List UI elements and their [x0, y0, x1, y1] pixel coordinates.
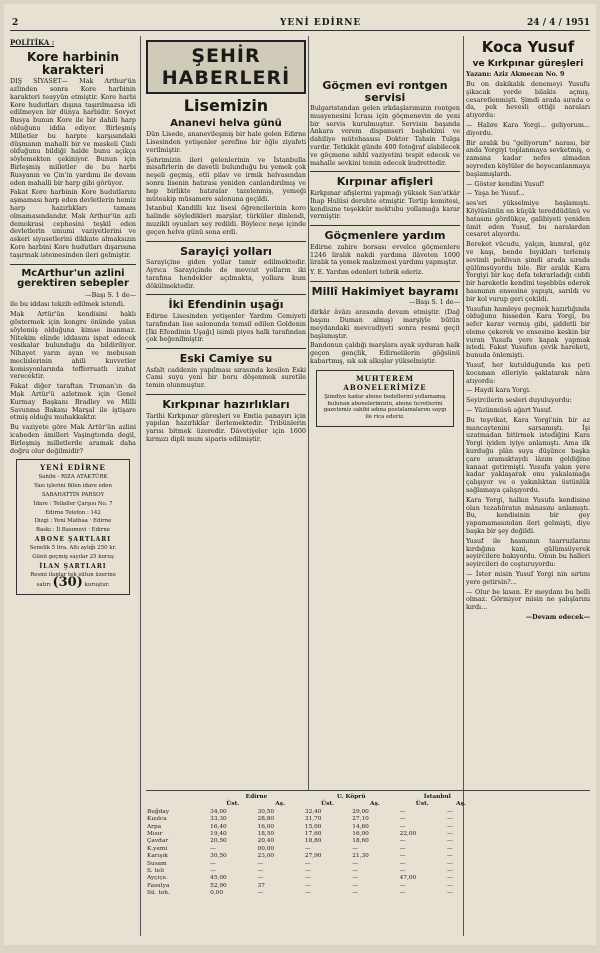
- masthead-title: YENİ EDİRNE: [40, 463, 106, 473]
- paragraph: Bir aralık bu "geliyorum" narası, bir anda Yorgiyi toplanmaya sevketmiş, o zamana kadar nefes almadan seyreden köylüler de heyecanlanmaya başlamışlardı.: [466, 138, 590, 178]
- paragraph: İstanbul Kandilli kız lisesi öğrencilerinin koro halinde söyledikleri marşlar, türküler dinlendi, muzikli oyunları sey redildi. Böylece neşe içinde geçen helva günü sona erdi.: [146, 204, 306, 236]
- price-cell: 18,60: [352, 838, 369, 845]
- price-cell: 20,40: [257, 838, 275, 845]
- headline-hakimiyet: Millî Hakimiyet bayramı: [311, 284, 459, 298]
- commodity-name: Sü. toh.: [147, 890, 170, 897]
- price-cell: —: [257, 868, 264, 875]
- price-cell: —: [447, 808, 453, 815]
- paragraph: Edirne zahire borsası evvelce göçmenlere 1246 liralık nakdi yardıma ilâveten 1000 liralık ta yemek malzemesi yardımı yapmıştır.: [310, 242, 460, 267]
- price-cell: 47,00: [399, 875, 417, 882]
- headline-iki-efendi: İki Efendinin uşağı: [168, 298, 284, 312]
- dateline: —Başı S. 1 de—: [409, 298, 460, 307]
- divider: [310, 171, 460, 172]
- price-cell: 16,00: [257, 823, 275, 830]
- commodity-name: Arpa: [147, 823, 162, 830]
- headline-sarayici: Sarayiçi yolları: [180, 244, 272, 258]
- paragraph: — Yüzünmüsü ağart Yusuf.: [466, 406, 553, 415]
- headline-afis: Kırpınar afişleri: [336, 175, 434, 189]
- price-cell: —: [257, 890, 264, 897]
- banner-spacer: [310, 36, 460, 76]
- table-subheader: Aş.: [370, 801, 380, 808]
- paragraph: Seyircilerin sesleri duyuluyordu:: [466, 396, 572, 405]
- divider: [146, 241, 306, 242]
- table-row: [146, 883, 476, 890]
- section-kicker: POLİTİKA :: [10, 38, 55, 47]
- price-cell: 18,80: [304, 838, 322, 845]
- price-cell: 52,90: [210, 882, 227, 889]
- paragraph: Yusuf ile hasmının taarruzlarını kırdığına kani, gülümsüyerek seyircilere bakıyordu. Onun bu halleri seyircileri de coşturuyordu:: [466, 536, 590, 569]
- subscription-title: ABONE ŞARTLARI: [34, 536, 112, 544]
- table-subheader: Üst.: [226, 801, 240, 808]
- table-subheader: [146, 801, 209, 808]
- commodity-name: Buğday: [147, 808, 170, 815]
- price-cell: 15,00: [304, 823, 322, 830]
- masthead-line: Yazı işlerini fiilen idare eden: [34, 483, 112, 490]
- paragraph: Bandonun çaldığı marşlara ayak uyduran halk geçen gençlik, Edirnelilerin göğsünü kabartmış, sık sık alkışlar yükselmiştir.: [310, 341, 460, 366]
- headline-gocmen-yardim: Göçmenlere yardım: [324, 229, 446, 243]
- notice-text: Şimdiye kadar abone bedellerini yollamamış bulunan abonelerimizin, abone ücretlerini gazetemiz sahibi adına postalamalarını saygı ile rica ederiz.: [323, 393, 447, 421]
- price-cell: —: [399, 838, 406, 845]
- paragraph: — Göster kendini Yusuf!: [466, 179, 545, 188]
- price-cell: —: [399, 868, 406, 875]
- price-cell: —: [304, 890, 311, 897]
- price-cell: —: [447, 868, 453, 875]
- paragraph: Bereket vücudu, yalçın, kumral, göz ve kaşı, bende bıyıkları terlemiş sevimli pehlivan şimdi arada sırada gülümsüyordu bile. Bir aralık Kara Yorgiyi bir kaç defa tekrarladığı ciddi bir hareketle kendini teşebbüs ederek hasmının ensesine yapıştı, sarıldı ve bir kol vurup geri çekildi.: [466, 240, 590, 303]
- price-cell: 23,00: [257, 853, 275, 860]
- divider: [310, 225, 460, 226]
- price-cell: —: [257, 875, 264, 882]
- subscription-line: Günü geçmiş sayılar 25 kuruş: [32, 553, 114, 560]
- table-row: [146, 868, 476, 875]
- paragraph: ses'eri yükselmiye başlamıştı. Köylüsünün en küçük tereddüdünü ve hatasını gördükçe, galibiyeti yeniden ümit eden Yusuf, bu naralardan cesaret alıyordu.: [466, 199, 590, 239]
- price-cell: 00,00: [257, 845, 275, 852]
- table-subheader: Aş.: [456, 801, 466, 808]
- commodity-name: Mısır: [147, 831, 163, 838]
- headline-korea-war: Kore harbinin karakteri: [26, 50, 120, 77]
- table-row: [146, 838, 476, 845]
- subheadline-helva: Ananevi helva günü: [170, 117, 282, 129]
- price-cell: —: [352, 875, 359, 882]
- table-subheader-row: [146, 801, 476, 808]
- masthead-line: Dizgi : Yeni Matbaa · Edirne: [34, 518, 112, 525]
- table-subheader: Üst.: [321, 801, 335, 808]
- notice-title: MUHTEREM ABONELERİMİZE: [343, 373, 427, 392]
- paragraph: dirkâr âvâzı arasında devam etmiştir. (Dağ başını Duman almış) marşiyle bütün meydandaki mevcudiyeti sonra resmi geçit başlamıştır.: [310, 308, 460, 340]
- price-cell: —: [210, 845, 216, 852]
- price-cell: —: [399, 808, 406, 815]
- commodity-name: Ayçiçe.: [147, 875, 168, 882]
- table-top-rule: [146, 790, 590, 791]
- price-cell: —: [447, 853, 453, 860]
- price-cell: 31,70: [304, 816, 322, 823]
- table-subheader: Aş.: [275, 801, 286, 808]
- paragraph: Asfalt caddenin yapılması sırasında kesilen Eski Cami suyu yeni bir boru döşenmek suretile temin olunmuştur.: [146, 365, 306, 390]
- divider: [310, 281, 460, 282]
- paragraph: Dün Lisede, ananevileşmiş bir hale gelen Edirne Lisesinden yetişenler şerefine bir öğle ziyafeti verilmiştir.: [146, 130, 306, 154]
- price-cell: —: [352, 860, 359, 867]
- paragraph: — Olur be kısan. Er meydanı bu belli olmaz. Görmiyor misin ne şalışlarını kırdı...: [466, 587, 590, 612]
- paragraph: — Habre Kara Yorgi... geliyorum... diyordu.: [466, 120, 590, 137]
- headline-eski-cami: Eski Camiye su: [179, 352, 273, 366]
- divider: [10, 264, 136, 265]
- ads-price-line: [20, 575, 126, 591]
- table-row: [146, 809, 476, 816]
- price-cell: 20,50: [210, 838, 227, 845]
- table-header: Edirne: [245, 794, 268, 800]
- grain-price-table: [146, 794, 476, 898]
- paragraph: DIŞ SİYASET— Mak Arthur'ün azlinden sonra Kore harbinin karakteri teayyün etmiştir. Kore harbi Kore hudutları dışına taşırılmazsa idi edilmeyen bir dünya harbidir. Sovyet Rusya bunun Kore ile bir dahili harp olduğunu iddia ediyor. Birleşmiş Milletler bu harpte karşısındaki düşmanın mahalli bir ve maskeli Çinli olduğunu bildiği halde bunu açıkça söylemekten çekiniyor. Bunun için Birleşmiş milletler de bu harbi Rusyanın ve Çin'in yardımı ile devam eden mahalli bir harp gibi görüyor.: [10, 77, 136, 187]
- price-cell: 45,00: [210, 875, 227, 882]
- price-cell: —: [447, 838, 453, 845]
- divider: [146, 348, 306, 349]
- story-title: Koca Yusuf: [481, 38, 575, 56]
- masthead-line: SABAHATTİN PARSOY: [41, 492, 105, 499]
- table-row: [146, 816, 476, 823]
- masthead-line: Edirne Telefon : 142: [45, 509, 101, 516]
- paragraph: Edirne Lisesinden yetişenler Yardım Cemiyeti tarafından lise salonunda temsil edilen Goldenin [İki Efendinin Uşağı] isimli piyes halk tarafından çok beğenilmiştir.: [146, 311, 306, 344]
- table-header: U. Köprü: [336, 794, 366, 800]
- divider: [146, 294, 306, 295]
- ads-price-pre: satırı: [36, 582, 51, 589]
- to-be-continued: —Devam edecek—: [525, 612, 590, 621]
- ads-price-post: kuruştur.: [84, 582, 110, 589]
- price-cell: —: [447, 875, 453, 882]
- headline-lise: Lisemizin: [183, 96, 269, 115]
- price-cell: —: [352, 868, 359, 875]
- price-cell: —: [304, 860, 311, 867]
- table-row: [146, 846, 476, 853]
- price-cell: 16,40: [210, 823, 227, 830]
- grain-price-table-wrap: [146, 794, 476, 898]
- commodity-name: K.yemi: [147, 845, 168, 852]
- newspaper-page: [4, 4, 596, 945]
- price-cell: 22,00: [399, 831, 417, 838]
- paragraph: Şehrimizin ileri gelenlerinin ve İstanbulla misafirlerin de davetli bulunduğu bu yemek çok neşeli geçmiş, etli pilav ve irmik helvasından sonra lisenin hatırası yeniden canlandırılmış ve hep birlikte hatıralar tazelenmiş, yemeği müteakip müsamere salonuna geçildi.: [146, 155, 306, 203]
- story-byline: Yazanı: Aziz Akmecan No. 9: [466, 70, 565, 79]
- commodity-name: Kızılca: [147, 816, 167, 823]
- price-cell: 32,40: [304, 808, 322, 815]
- dateline: —Başı S. 1 de—: [85, 290, 136, 299]
- paragraph: Tarihi Kırkpınar güreşleri ve Emtia panayırı için yapılan hazırlıklar ilerlemektedir. Tribünlerin yarısı bitmek üzeredir. Dâvetiyeler için 1600 kırmızı dipli mum siparis edilmiştir.: [146, 411, 306, 443]
- price-cell: —: [210, 860, 216, 867]
- masthead-box: [16, 459, 130, 595]
- paragraph: Yusuf, her kutulduğunda kıs peti kocaman elleriyle şaklatarak nâra atıyordu:: [466, 361, 590, 385]
- table-row: [146, 831, 476, 838]
- divider: [146, 394, 306, 395]
- column-serial-story: [466, 36, 590, 941]
- table-row: [146, 853, 476, 860]
- price-cell: —: [447, 890, 453, 897]
- price-cell: —: [304, 882, 311, 889]
- newspaper-name: YENİ EDİRNE: [280, 18, 362, 28]
- paragraph: Yusufun hamleye geçmek hazırlığında olduğunu hisseden Kara Yorgi, bu sefer karar vermiş gibi, şiddetli bir eleme çekerek ve ensesine keskin bir vuran Yusufa yere kapak yapmak istedi. Fakat Yusufun çevik hareketi, bunuda önlemişti.: [466, 304, 590, 360]
- commodity-name: S. teli: [147, 868, 164, 875]
- price-cell: 30,50: [257, 808, 275, 815]
- masthead-line: İdare : Tellaller Çarşısı No. 7: [33, 500, 113, 507]
- commodity-name: Çavdar: [147, 838, 169, 845]
- price-cell: 0,00: [210, 890, 224, 897]
- page-number: 2: [12, 18, 19, 28]
- price-cell: —: [399, 882, 406, 889]
- paragraph: Fakat diğer taraftan Truman'ın da Mak Artür'ü azletmek için Genel Kurmay Başkanı Bradley ve Milli Savunma Bakanı Marşal ile iştişare etmiş olduğu muhakkaktır.: [10, 382, 136, 422]
- column-rule: [308, 36, 309, 790]
- table-row: [146, 890, 476, 897]
- paragraph: Kırkpınar afişlerini yapmağı yüksek San'atkâr İhap Hulûsi deruhte etmiştir. Tertip komitesi, kendisine teşekkür mektubu yollamağa karar vermiştir.: [310, 189, 460, 221]
- page-header: [10, 18, 590, 31]
- commodity-name: Fasulya: [147, 882, 170, 889]
- issue-date: 24 / 4 / 1951: [527, 18, 590, 28]
- price-cell: —: [399, 845, 406, 852]
- table-row: [146, 875, 476, 882]
- paragraph: Bu vaziyete göre Mak Artür'ün azlini icabeden âmilleri Vaşingtonda degil, Birleşmiş milletlerde aramak daha doğru olur değilmidir?: [10, 423, 136, 455]
- paragraph: Mak Artür'ün kendisini haklı göstermek için kongre önünde yalan söylemiş olduğuna kimse inanmaz. Nitekim elinde iddasını ispat edecek vesikalar bulunduğu da bildiriliyor. Nihayet yarın ayan ve mebusan meclislerinin ahili kuvvetler komisyonlarında tefferruatlı izahat verecektir.: [10, 310, 136, 381]
- price-cell: 27,90: [304, 853, 322, 860]
- ads-line: Resmi ilanlar tek sütun üzerine: [30, 571, 116, 578]
- price-cell: —: [304, 845, 311, 852]
- price-cell: 30,50: [210, 853, 227, 860]
- price-cell: —: [447, 823, 453, 830]
- paragraph: Sarayiçine giden yollar tamir edilmektedir. Ayrıca Sarayiçinde de mevcut yolların iki tarafına hendekler açılmakta, yollara kum dökülmektedir.: [146, 258, 306, 290]
- price-cell: 18,50: [257, 831, 275, 838]
- price-cell: —: [399, 853, 406, 860]
- price-cell: 16,00: [352, 831, 369, 838]
- price-cell: 14,60: [352, 823, 369, 830]
- table-subheader: Üst.: [415, 801, 429, 808]
- price-table-body: [146, 809, 476, 898]
- price-cell: 29,00: [352, 808, 369, 815]
- price-cell: 21,30: [352, 853, 369, 860]
- price-cell: —: [399, 816, 406, 823]
- paragraph: — Yaşa be Yusuf...: [466, 189, 525, 198]
- price-cell: —: [447, 845, 453, 852]
- paragraph: Y. E. Yardım edenleri tebrik ederiz.: [310, 268, 424, 277]
- column-rule: [140, 36, 141, 936]
- paragraph: Bulgaristandan gelen ırkdaşlarımızın rontgen muayenesini İcrası için göçmenevin de yeni bir servis kurulmuştur. Servisin başında Ankara verem dispanseri başhekimi ve dahiliye mütehassısı Doktor Tahsin Tulga vardır. Tetkikât günde 400 fotoğraf alabilecek ve göçmene sıhhî vaziyetini tespit edecek ve mahalle sevkini temin edecek kudrettedir.: [310, 104, 460, 167]
- paragraph: Fakat Kore harbinin Kore hudutlarını aşmaması harp eden devletlerin hemiz harp hazırlıkları tamam olmamasındandır. Mak Arthur'ün azli demokrasi cephesini teşkil eden devletlerin umumi vaziyetlerini ve askeri siyasetlerini dikkate almaksızın Kore harbini Kore hudutları dışarısına taşırmak istemesinden ileri gelmiştir.: [10, 188, 136, 259]
- commodity-name: Susam: [147, 860, 167, 867]
- ads-price: (30): [52, 575, 83, 591]
- price-cell: —: [257, 860, 264, 867]
- masthead-line: Sahibi - RIZA ATAKTÜRK: [38, 474, 108, 481]
- section-banner: ŞEHİR HABERLERİ: [146, 40, 306, 94]
- column-politics: [10, 36, 136, 941]
- table-row: [146, 861, 476, 868]
- price-cell: 37: [257, 882, 265, 889]
- table-row: [146, 824, 476, 831]
- price-cell: —: [352, 882, 359, 889]
- paragraph: — İster misin Yusuf Yorgi nin sırtını yere getirsin?...: [466, 570, 590, 586]
- price-cell: —: [304, 875, 311, 882]
- price-cell: —: [352, 890, 359, 897]
- headline-kirkpinar-prep: Kırkpınar hazırlıkları: [162, 398, 290, 412]
- paragraph: — Haydi kara Yorgi.: [466, 386, 531, 395]
- price-cell: —: [399, 823, 406, 830]
- price-cell: —: [447, 860, 453, 867]
- price-cell: —: [210, 868, 216, 875]
- story-subtitle: ve Kırkpınar güreşleri: [472, 58, 584, 69]
- price-cell: —: [447, 882, 453, 889]
- price-cell: —: [399, 860, 406, 867]
- paragraph: Kara Yorgi, halkın Yusufa kendisine olan tezahüratın mânasını anlamıştı. Bu, kendisinin bir gey yapamamasından ileri gelmişti, diye başka bir şey değildi.: [466, 495, 590, 536]
- price-cell: —: [447, 831, 453, 838]
- subscriber-notice-box: [316, 370, 454, 427]
- price-cell: 17,60: [304, 831, 322, 838]
- table-header: İstanbul: [423, 794, 451, 800]
- price-cell: —: [447, 816, 453, 823]
- price-cell: 19,40: [210, 831, 227, 838]
- price-cell: —: [399, 890, 406, 897]
- subscription-line: Senelik 5 lira. Altı aylığı 250 kr.: [29, 545, 117, 552]
- price-cell: —: [304, 868, 311, 875]
- headline-rontgen: Göçmen evi rontgen servisi: [322, 79, 448, 104]
- price-cell: 33,30: [210, 816, 227, 823]
- price-cell: 27,10: [352, 816, 369, 823]
- headline-mcarthur: McArthur'un azlini gerektiren sebepler: [17, 267, 129, 290]
- price-cell: —: [352, 845, 359, 852]
- paragraph: ile bu iddası tekzib edilmek istendi.: [10, 300, 125, 309]
- price-cell: 28,80: [257, 816, 275, 823]
- masthead-line: Baskı : İl Basımevi · Edirne: [36, 527, 110, 534]
- table-header: [146, 794, 209, 801]
- price-cell: 34,00: [210, 808, 227, 815]
- paragraph: Bu teşvikat, Kara Yorgi'nin bir az mancaytenini sarsamıştı. İşi uzatmadan bitirmek istediğini Kara Yorgi iyiden iyiye anlamıştı. Ama ilk kurduğu plân suya düşünce başka çare aramaktaydı lâzım geldiğine kanaat getirmişti. Yusufa yakın yere kadar yaklaşarak onu yakalamağa çalışıyor ve o yakınlıktan üstünlük sağlamaya çalışıyordu.: [466, 415, 590, 495]
- paragraph: Bu on dakikalık denemeyi Yusufu şikacak yerde bilakis açmış, cesaretlenmişti. Şimdi arada sırada o da, pek hevesli ettiği naraları atıyordu:: [466, 79, 590, 120]
- commodity-name: Karışık: [147, 853, 168, 860]
- ads-title: İLAN ŞARTLARI: [39, 562, 107, 570]
